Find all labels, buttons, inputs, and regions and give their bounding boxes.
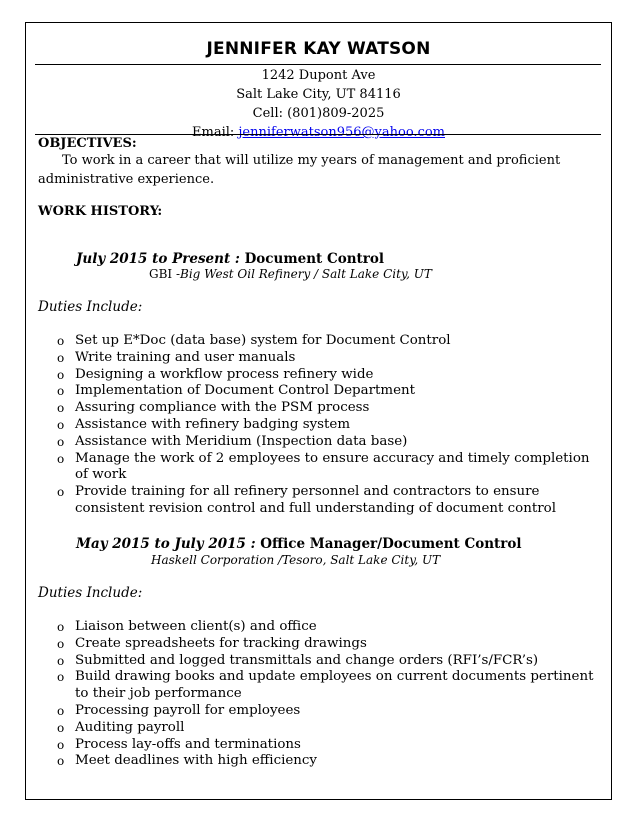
bullet-icon: o <box>57 334 65 348</box>
job-dates: July 2015 to Present : <box>76 251 245 267</box>
bullet-icon: o <box>57 670 65 685</box>
header-rule <box>35 64 601 65</box>
bullet-icon: o <box>57 417 65 432</box>
work-history-heading: WORK HISTORY: <box>38 204 163 219</box>
list-item: o Set up E*Doc (data base) system for Document Control <box>57 333 451 348</box>
list-item: o Meet deadlines with high efficiency <box>57 753 317 769</box>
contact-rule <box>35 134 601 135</box>
objectives-text: To work in a career that will utilize my years of management and proficient administrative experience. <box>38 153 561 187</box>
list-item: o Auditing payroll <box>57 719 185 735</box>
list-item: o Build drawing books and update employees on current documents pertinent to their job performance <box>57 669 594 702</box>
bullet-icon: o <box>57 720 65 735</box>
company-2 <box>151 553 440 567</box>
address-line-2: Salt Lake City, UT 84116 <box>236 87 401 102</box>
bullet-icon: o <box>57 367 65 382</box>
list-item: o Processing payroll for employees <box>57 702 301 718</box>
bullet-icon: o <box>57 434 65 449</box>
job-position: Office Manager/Document Control <box>260 536 522 552</box>
duties-label-2: Duties Include: <box>38 585 143 601</box>
duties-list-1 <box>57 333 602 518</box>
list-item: o Assuring compliance with the PSM process <box>57 400 370 416</box>
email-label: Email: <box>192 125 239 140</box>
duties-list-2 <box>57 619 602 770</box>
bullet-icon: o <box>57 620 65 634</box>
job-dates: May 2015 to July 2015 : <box>76 536 261 552</box>
company-1 <box>149 267 432 281</box>
bullet-icon: o <box>57 384 65 399</box>
candidate-name: JENNIFER KAY WATSON <box>206 39 431 59</box>
list-item: o Write training and user manuals <box>57 349 296 365</box>
job-title-1 <box>76 251 384 267</box>
company-name: Haskell Corporation /Tesoro, Salt Lake City, UT <box>151 553 441 567</box>
bullet-icon: o <box>57 485 65 500</box>
list-item: o Process lay-offs and terminations <box>57 736 301 752</box>
bullet-icon: o <box>57 653 65 668</box>
bullet-icon: o <box>57 401 65 416</box>
list-item: o Liaison between client(s) and office <box>57 619 317 634</box>
email-link[interactable]: jenniferwatson956@yahoo.com <box>238 125 445 140</box>
bullet-icon: o <box>57 737 65 752</box>
company-prefix: GBI - <box>149 267 181 281</box>
list-item: o Create spreadsheets for tracking drawings <box>57 635 367 651</box>
bullet-icon: o <box>57 350 65 365</box>
list-item: o Designing a workflow process refinery wide <box>57 366 374 382</box>
list-item: o Manage the work of 2 employees to ensure accuracy and timely completion of work <box>57 450 590 483</box>
objectives-heading: OBJECTIVES: <box>38 136 137 151</box>
company-name: Big West Oil Refinery / Salt Lake City, UT <box>180 267 432 281</box>
list-item: o Assistance with Meridium (Inspection data base) <box>57 433 408 449</box>
list-item: o Submitted and logged transmittals and change orders (RFI’s/FCR’s) <box>57 652 539 668</box>
phone-number: Cell: (801)809-2025 <box>252 106 385 121</box>
list-item: o Implementation of Document Control Department <box>57 383 416 399</box>
bullet-icon: o <box>57 754 65 769</box>
bullet-icon: o <box>57 451 65 466</box>
address-line-1: 1242 Dupont Ave <box>261 68 376 83</box>
list-item: o Assistance with refinery badging system <box>57 416 351 432</box>
job-title-2 <box>76 536 522 552</box>
list-item: o Provide training for all refinery personnel and contractors to ensure consistent revision control and full understanding of document control <box>57 484 556 516</box>
duties-label-1: Duties Include: <box>38 299 143 315</box>
bullet-icon: o <box>57 703 65 718</box>
bullet-icon: o <box>57 636 65 651</box>
job-position: Document Control <box>244 251 384 267</box>
